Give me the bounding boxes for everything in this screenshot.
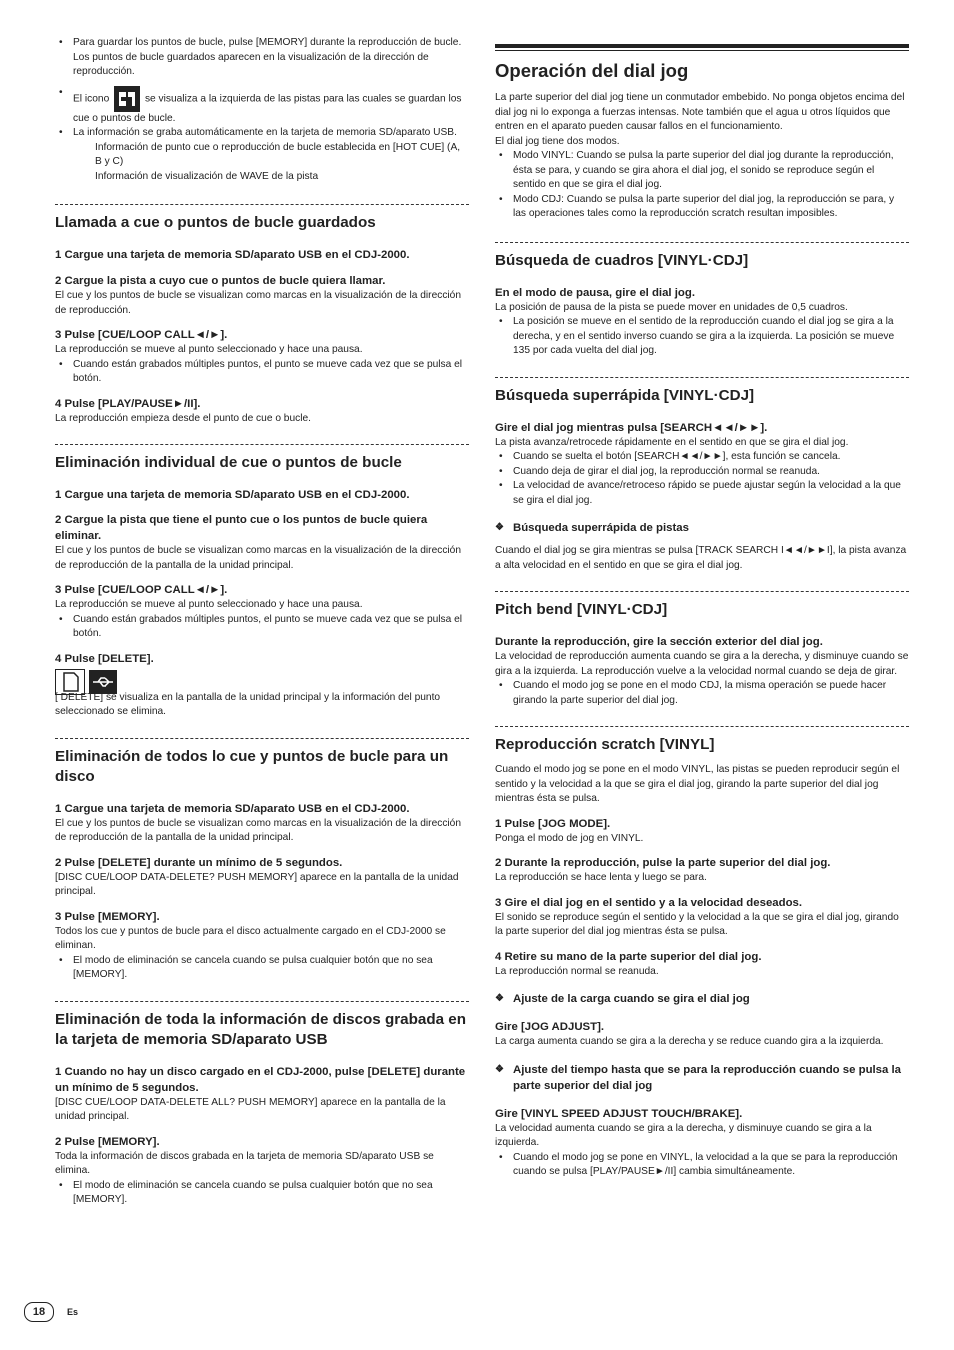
step: 2 Pulse [DELETE] durante un mínimo de 5 segundos. [55, 856, 343, 869]
list-item: • Para guardar los puntos de bucle, pulse [MEMORY] durante la reproducción de bucle. Los puntos de bucle guardados aparecen en la visualización de la dirección de reproducción. [55, 36, 469, 80]
list-item: • Cuando el modo jog se pone en el modo CDJ, la misma operación se puede hacer girando la parte superior del dial jog. [495, 679, 909, 708]
step: Gire el dial jog mientras pulsa [SEARCH◄◄/►►]. [495, 421, 768, 434]
divider [495, 726, 909, 727]
paragraph: La parte superior del dial jog tiene un conmutador embebido. No ponga objetos encima del dial jog ni lo exponga a fuerzas intensas. Note también que el agua u otros líquidos que entren en el aparato pueden causar fallos en el funcionamiento. [495, 92, 905, 132]
list-item: • Modo CDJ: Cuando se pulsa la parte superior del dial jog, la reproducción se para, y las operaciones tales como la reproducción scratch resultan imposibles. [495, 193, 909, 222]
step: En el modo de pausa, gire el dial jog. [495, 286, 696, 299]
paragraph: La reproducción empieza desde el punto de cue o bucle. [55, 412, 311, 424]
list-item: • Modo VINYL: Cuando se pulsa la parte superior del dial jog durante la reproducción, ésta se para, y cuando se gira ahora el dial jog, el sonido se reproduce según el sentido en que se gira el dial jog. [495, 149, 909, 193]
list-item: • El modo de eliminación se cancela cuando se pulsa cualquier botón que no sea [MEMORY]. [55, 954, 469, 983]
step: 2 Durante la reproducción, pulse la parte superior del dial jog. [495, 857, 831, 869]
step: 3 Pulse [CUE/LOOP CALL◄/►]. [55, 329, 228, 341]
divider [495, 377, 909, 378]
paragraph: La posición de pausa de la pista se puede mover en unidades de 0,5 cuadros. [495, 301, 848, 313]
subsection-title: ❖ Ajuste del tiempo hasta que se para la reproducción cuando se pulsa la parte superior del dial jog [495, 1062, 909, 1094]
list-item: • Cuando deja de girar el dial jog, la reproducción normal se reanuda. [495, 465, 909, 480]
list-item: • El icono se visualiza a la izquierda de las pistas para las cuales se guardan los cue o puntos de bucle. [55, 86, 469, 127]
list-item: • La información se graba automáticamente en la tarjeta de memoria SD/aparato USB. [55, 126, 469, 141]
paragraph: Toda la información de discos grabada en la tarjeta de memoria SD/aparato USB se elimina. [55, 1150, 434, 1176]
list-item: Información de visualización de WAVE de la pista [95, 170, 319, 182]
step: 3 Pulse [CUE/LOOP CALL◄/►]. [55, 584, 228, 596]
left-column [55, 36, 469, 1208]
section-title: Eliminación de todos lo cue y puntos de bucle para un disco [55, 747, 449, 785]
paragraph: [DISC CUE/LOOP DATA-DELETE? PUSH MEMORY] aparece en la pantalla de la unidad principal. [55, 871, 459, 897]
paragraph: Todos los cue y puntos de bucle para el disco actualmente cargado en el CDJ-2000 se eliminan. [55, 925, 446, 951]
list-item: Información de punto cue o reproducción de bucle establecida en [HOT CUE] (A, B y C) [95, 141, 461, 167]
step: 4 Pulse [PLAY/PAUSE►/II]. [55, 397, 201, 410]
delete-icons [55, 669, 469, 691]
paragraph: Ponga el modo de jog en VINYL. [495, 832, 644, 844]
step: 2 Pulse [MEMORY]. [55, 1135, 160, 1148]
paragraph: El cue y los puntos de bucle se visualizan como marcas en la visualización de la dirección de reproducción de la pantalla de la unidad principal. [55, 817, 462, 843]
language-code: Es [67, 1307, 79, 1317]
paragraph: La velocidad de reproducción aumenta cuando se gira a la derecha, y disminuye cuando se gira a la izquierda. La reproducción vuelve a la velocidad normal cuando se deja de girar. [495, 651, 909, 677]
list-item: • El modo de eliminación se cancela cuando se pulsa cualquier botón que no sea [MEMORY]. [55, 1179, 469, 1208]
paragraph: La reproducción normal se reanuda. [495, 965, 659, 977]
step: 2 Cargue la pista que tiene el punto cue o los puntos de bucle quiera eliminar. [55, 514, 428, 542]
section-title: Reproducción scratch [VINYL] [495, 736, 715, 753]
step: 3 Pulse [MEMORY]. [55, 910, 160, 923]
memory-cue-icon [114, 86, 140, 112]
subsection-title: ❖ Búsqueda superrápida de pistas [495, 520, 909, 536]
step: 1 Pulse [JOG MODE]. [495, 817, 611, 830]
step: 1 Cargue una tarjeta de memoria SD/aparato USB en el CDJ-2000. [55, 489, 410, 501]
step: 1 Cuando no hay un disco cargado en el CDJ-2000, pulse [DELETE] durante un mínimo de 5 segundos. [55, 1065, 466, 1094]
section-title: Búsqueda superrápida [VINYL·CDJ] [495, 386, 755, 404]
usb-icon [89, 670, 117, 694]
list-item: • Cuando se suelta el botón [SEARCH◄◄/►►], esta función se cancela. [495, 450, 909, 465]
divider [55, 444, 469, 445]
step: 1 Cargue una tarjeta de memoria SD/aparato USB en el CDJ-2000. [55, 802, 410, 815]
list-item: • Cuando están grabados múltiples puntos, el punto se mueve cada vez que se pulsa el botón. [55, 358, 469, 387]
step: 4 Retire su mano de la parte superior del dial jog. [495, 950, 762, 963]
paragraph: La pista avanza/retrocede rápidamente en el sentido en que se gira el dial jog. [495, 436, 849, 448]
section-title: Eliminación individual de cue o puntos de bucle [55, 454, 402, 471]
list-item: • La velocidad de avance/retroceso rápido se puede ajustar según la velocidad a la que se gira el dial jog. [495, 479, 909, 508]
step: Durante la reproducción, gire la sección exterior del dial jog. [495, 636, 823, 648]
paragraph: La carga aumenta cuando se gira a la derecha y se reduce cuando gira a la izquierda. [495, 1036, 884, 1047]
divider [55, 738, 469, 739]
paragraph: El dial jog tiene dos modos. [495, 135, 620, 147]
list-item: • Cuando están grabados múltiples puntos, el punto se mueve cada vez que se pulsa el botón. [55, 613, 469, 642]
section-title: Llamada a cue o puntos de bucle guardados [55, 214, 376, 231]
paragraph: La reproducción se hace lenta y luego se para. [495, 872, 707, 883]
paragraph: El sonido se reproduce según el sentido y la velocidad a la que se gira el dial jog, girando la parte superior del dial jog mientras ésta se pulsa. [495, 911, 899, 937]
page-number: 18 [24, 1302, 54, 1322]
section-title: Búsqueda de cuadros [VINYL·CDJ] [495, 251, 749, 269]
page-title: Operación del dial jog [495, 60, 689, 81]
step: 3 Gire el dial jog en el sentido y a la velocidad deseados. [495, 896, 803, 909]
title-rule [495, 44, 909, 51]
step: Gire [VINYL SPEED ADJUST TOUCH/BRAKE]. [495, 1107, 743, 1120]
divider [55, 204, 469, 205]
paragraph: El cue y los puntos de bucle se visualizan como marcas en la visualización de la dirección de reproducción de la pantalla de la unidad principal. [55, 545, 462, 571]
divider [495, 242, 909, 243]
right-column [495, 44, 909, 1180]
section-title: Eliminación de toda la información de discos grabada en la tarjeta de memoria SD/aparato USB [55, 1010, 466, 1048]
section-title: Pitch bend [VINYL·CDJ] [495, 601, 668, 618]
paragraph: Cuando el modo jog se pone en el modo VINYL, las pistas se pueden reproducir según el sentido y la velocidad a la que se gira el dial jog, girando la parte superior del dial jog mientras ésta se pulsa. [495, 764, 900, 804]
paragraph: El cue y los puntos de bucle se visualizan como marcas en la visualización de la dirección de reproducción. [55, 290, 462, 316]
list-item: • Cuando el modo jog se pone en VINYL, la velocidad a la que se para la reproducción cuando se pulsa [PLAY/PAUSE►/II] cambia simultáneamente. [495, 1151, 909, 1180]
paragraph: [ DELETE] se visualiza en la pantalla de la unidad principal y la información del punto seleccionado se elimina. [55, 691, 441, 717]
list-item: • La posición se mueve en el sentido de la reproducción cuando el dial jog se gira a la derecha, y en el sentido inverso cuando se gira a la izquierda. La posición se mueve 135 por cada vuelta del dial jog. [495, 315, 909, 359]
paragraph: [DISC CUE/LOOP DATA-DELETE ALL? PUSH MEMORY] aparece en la pantalla de la unidad principal. [55, 1096, 446, 1122]
paragraph: La reproducción se mueve al punto seleccionado y hace una pausa. [55, 344, 363, 355]
subsection-title: ❖ Ajuste de la carga cuando se gira el dial jog [495, 991, 909, 1007]
divider [495, 591, 909, 592]
divider [55, 1001, 469, 1002]
step: Gire [JOG ADJUST]. [495, 1021, 605, 1033]
paragraph: Cuando el dial jog se gira mientras se pulsa [TRACK SEARCH I◄◄/►►I], la pista avanza a alta velocidad en el sentido en que se gira el dial jog. [495, 545, 907, 571]
paragraph: La velocidad aumenta cuando se gira a la derecha, y disminuye cuando se gira a la izquierda. [495, 1122, 872, 1148]
step: 4 Pulse [DELETE]. [55, 652, 154, 665]
paragraph: La reproducción se mueve al punto seleccionado y hace una pausa. [55, 599, 363, 610]
step: 1 Cargue una tarjeta de memoria SD/aparato USB en el CDJ-2000. [55, 249, 410, 261]
step: 2 Cargue la pista a cuyo cue o puntos de bucle quiera llamar. [55, 275, 386, 287]
